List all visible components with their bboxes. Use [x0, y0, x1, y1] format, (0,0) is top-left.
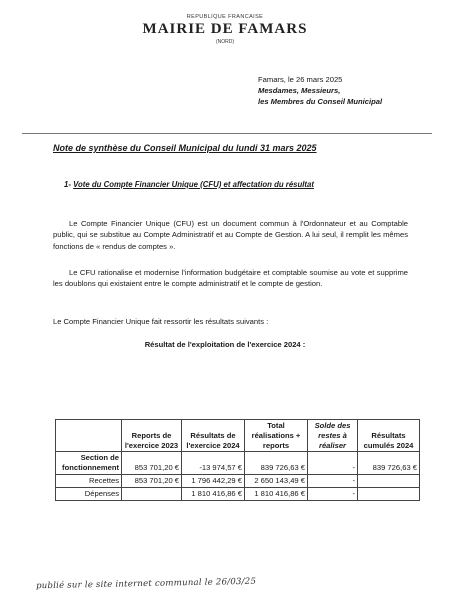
paragraph-text: Le Compte Financier Unique (CFU) est un document commun à l'Ordonnateur et au Comptable public, qui se substitue au Compte Administratif et au Compte de Gestion. A lui seul, il remplit les mêmes fonctions de « rendus de comptes ». [53, 219, 408, 251]
place-date: Famars, le 26 mars 2025 [258, 75, 343, 84]
divider [22, 133, 432, 134]
row-label: Recettes [56, 474, 122, 487]
section-title-text: Vote du Compte Financier Unique (CFU) et affectation du résultat [73, 180, 314, 189]
table-header-cell: Résultats de l'exercice 2024 [182, 420, 245, 452]
address-block [258, 74, 382, 107]
table-cell [358, 474, 420, 487]
table-header-cell: Total réalisations + reports [245, 420, 308, 452]
table-cell: 853 701,20 € [122, 474, 182, 487]
table-cell: 853 701,20 € [122, 452, 182, 475]
table-cell [122, 487, 182, 500]
note-title: Note de synthèse du Conseil Municipal du lundi 31 mars 2025 [53, 143, 317, 153]
table-cell [358, 487, 420, 500]
row-label: Section de fonctionnement [56, 452, 122, 475]
table-cell: 1 810 416,86 € [182, 487, 245, 500]
salutation: Mesdames, Messieurs, [258, 86, 341, 95]
paragraph-cfu-rationalise [53, 267, 408, 290]
table-cell: 1 796 442,29 € [182, 474, 245, 487]
table-row [56, 487, 420, 500]
section-number: 1- [64, 180, 71, 189]
table-cell: - [308, 474, 358, 487]
handwritten-publication-note: publié sur le site internet communal le 26/03/25 [35, 576, 257, 592]
paragraph-text: Le CFU rationalise et modernise l'information budgétaire et comptable soumise au vote et supprime les doublons qui existaient entre le compte administratif et le compte de gestion. [53, 268, 408, 289]
results-table [55, 419, 420, 501]
letterhead [0, 14, 450, 45]
table-header-cell: Résultats cumulés 2024 [358, 420, 420, 452]
table-header-cell: Solde des restes à réaliser [308, 420, 358, 452]
table-header-cell: Reports de l'exercice 2023 [122, 420, 182, 452]
table-cell: 2 650 143,49 € [245, 474, 308, 487]
table-cell: - [308, 452, 358, 475]
paragraph-cfu-definition [53, 218, 408, 252]
table-header-cell [56, 420, 122, 452]
table-cell: - [308, 487, 358, 500]
table-cell: 1 810 416,86 € [245, 487, 308, 500]
paragraph-results-intro: Le Compte Financier Unique fait ressortir les résultats suivants : [53, 317, 269, 326]
recipients: les Membres du Conseil Municipal [258, 97, 383, 106]
department-label: (NORD) [215, 39, 235, 45]
table-row [56, 452, 420, 475]
mairie-title: MAIRIE DE FAMARS [142, 21, 308, 37]
table-header-row [56, 420, 420, 452]
table-cell: 839 726,63 € [358, 452, 420, 475]
row-label: Dépenses [56, 487, 122, 500]
republic-label: REPUBLIQUE FRANCAISE [186, 14, 264, 20]
result-title: Résultat de l'exploitation de l'exercice 2024 : [144, 340, 306, 349]
table-row [56, 474, 420, 487]
table-cell: -13 974,57 € [182, 452, 245, 475]
section-title [64, 180, 314, 189]
table-cell: 839 726,63 € [245, 452, 308, 475]
